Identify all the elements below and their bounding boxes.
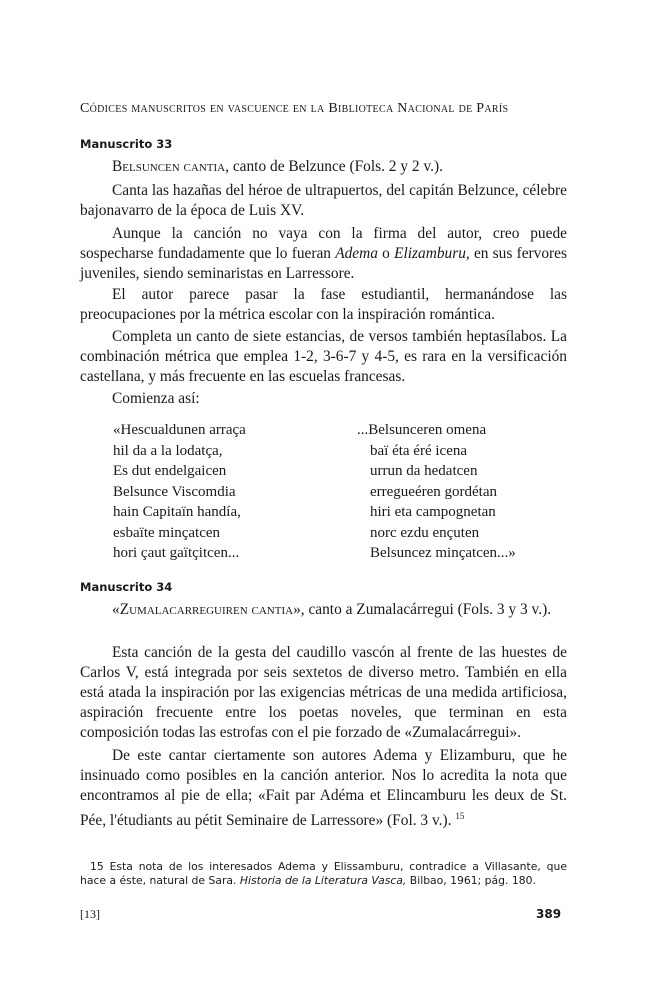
footnote-book-title: Historia de la Literatura Vasca, [239,874,407,887]
poem-line: ...Belsunceren omena [357,422,487,438]
poem-line: urrun da hedatcen [370,463,478,479]
manuscript-33-paragraph-5: Comienza así: [112,390,200,407]
poem-line: Es dut endelgaicen [113,463,227,479]
poem-line: hil da a la lodatça, [113,442,223,459]
manuscript-33-title [80,157,567,177]
poem-line: hori çaut gaïtçitcen... [113,545,240,561]
poem-right-column [357,420,516,564]
p2-text-b: o [377,245,395,262]
poem-line: hain Capitaïn handía, [113,504,241,520]
manuscript-34-title-rest: », canto a Zumalacárregui (Fols. 3 y 3 v.). [293,601,552,618]
manuscript-33-paragraph-3: El autor parece pasar la fase estudiantil, hermanándose las preocupaciones por la métrica escolar con la inspiración romántica. [80,286,567,323]
manuscript-33-title-sc: Belsuncen cantia, [112,158,229,175]
poem-line: baï éta éré icena [370,442,468,459]
poem-line: hiri eta campognetan [370,504,496,520]
p2-text-a: Aunque la canción no vaya con la firma del autor, creo puede sospecharse fundadamente que lo fueran [80,225,567,262]
footnote-number: 15 [90,860,104,873]
manuscript-33-paragraph-4: Completa un canto de siete estancias, de versos también heptasílabos. La combinación métrica que emplea 1-2, 3-6-7 y 4-5, es rara en la versificación castellana, y más frecuente en las escuelas francesas. [80,328,567,385]
footnote-ref[interactable]: 15 [455,811,465,821]
poem-line: esbaïte minçatcen [113,524,221,541]
poem-line: norc ezdu ençuten [370,524,480,541]
footnote [80,860,567,888]
p2-text-c: en sus fervores juveniles, siendo seminaristas en Larressore. [80,245,567,282]
manuscript-33-paragraph-1: Canta las hazañas del héroe de ultrapuertos, del capitán Belzunce, célebre bajonavarro de la época de Luis XV. [80,182,567,219]
manuscript-34-title [80,600,567,620]
poem-line: erregueéren gordétan [370,483,498,500]
footnote-text-a: Esta nota de los interesados Adema y Elissamburu, contradice a Villasante, que hace a éste, natural de Sara. [80,860,567,887]
footnote-text-b: Bilbao, 1961; pág. 180. [406,874,536,887]
folio-left: [13] [80,907,100,921]
manuscript-34-paragraph-2 [80,746,567,831]
poem-line: «Hescualdunen arraça [113,422,246,438]
manuscript-34-title-open: « [112,601,120,618]
poem-left-column [113,420,246,564]
running-head: Códices manuscritos en vascuence en la Biblioteca Nacional de París [80,101,509,116]
manuscript-33-title-rest: canto de Belzunce (Fols. 2 y 2 v.). [228,158,443,175]
poem-line: Belsuncez minçatcen...» [370,545,516,561]
manuscript-34-paragraph-1: Esta canción de la gesta del caudillo vascón al frente de las huestes de Carlos V, está integrada por seis sextetos de diverso metro. También en ella está atada la inspiración por las exigencias métricas de una medida artificiosa, aspiración frecuente entre los poetas noveles, que terminan en esta composición todas las estrofas con el pie forzado de «Zumalacárregui». [80,644,567,741]
manuscript-34-title-sc: Zumalacarreguiren cantia [119,601,294,618]
p2-text: De este cantar ciertamente son autores Adema y Elizamburu, que he insinuado como posibles en la canción anterior. Nos lo acredita la nota que encontramos al pie de ella; «Fait par Adéma et Elincamburu les deux de St. Pée, l'étudiants au pétit Seminaire de Larressore» (Fol. 3 v.). [80,747,567,830]
p2-author-adema: Adema [335,245,378,262]
manuscript-33-heading: Manuscrito 33 [80,137,173,151]
manuscript-34-heading: Manuscrito 34 [80,580,173,594]
page-number: 389 [536,907,562,921]
manuscript-33-paragraph-2 [80,224,567,284]
poem-line: Belsunce Viscomdia [113,483,236,500]
p2-author-elizamburu: Elizamburu, [394,245,470,262]
